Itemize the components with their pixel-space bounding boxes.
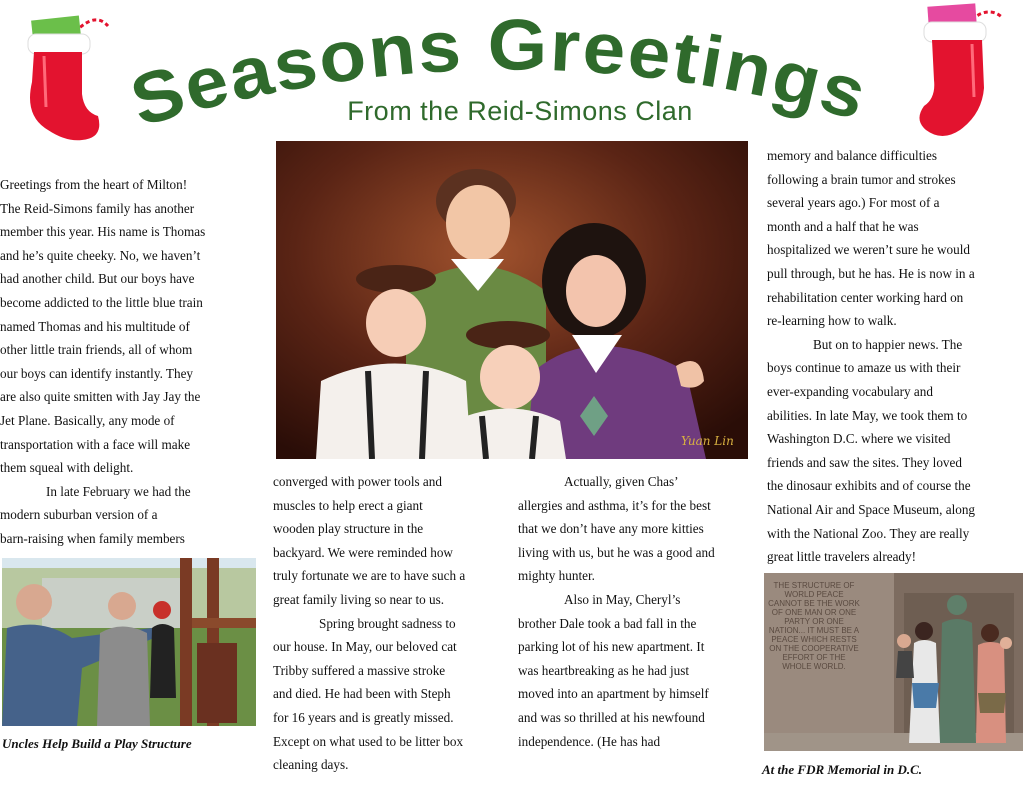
play-structure-photo xyxy=(2,558,256,726)
text-line: But on to happier news. The xyxy=(813,336,963,352)
text-line: our house. In May, our beloved cat xyxy=(273,639,457,655)
text-line: was heartbreaking as he had just xyxy=(518,662,690,678)
fdr-inscription: THE STRUCTURE OF WORLD PEACE CANNOT BE THE WORK OF ONE MAN OR ONE PARTY OR ONE NATION... IT MUST BE A PEACE WHICH RESTS ON THE COOPERATIVE EFFORT OF THE WHOLE WORLD. xyxy=(768,581,860,671)
column-middle-2 xyxy=(518,470,762,753)
photo-signature: Yuan Lin xyxy=(681,434,734,448)
text-line: friends and saw the sites. They loved xyxy=(767,454,962,470)
text-line: converged with power tools and xyxy=(273,474,442,489)
title-text: Seasons Greetings xyxy=(122,5,874,143)
text-line: great little travelers already! xyxy=(767,549,917,565)
fdr-memorial-photo xyxy=(764,573,1023,751)
text-line: that we don’t have any more kitties xyxy=(518,521,704,537)
text-line: and was so thrilled at his newfound xyxy=(518,709,705,725)
text-line: brother Dale took a bad fall in the xyxy=(518,615,697,631)
text-line: The Reid-Simons family has another xyxy=(0,200,195,216)
column-middle-1 xyxy=(273,470,513,777)
text-line: memory and balance difficulties xyxy=(767,148,938,163)
text-line: Except on what used to be litter box xyxy=(273,733,464,749)
text-line: parking lot of his new apartment. It xyxy=(518,639,705,655)
play-structure-caption: Uncles Help Build a Play Structure xyxy=(2,736,192,751)
text-line: ever-expanding vocabulary and xyxy=(767,383,933,399)
text-line: living with us, but he was a good and xyxy=(518,544,715,560)
text-line: our boys can identify instantly. They xyxy=(0,365,194,381)
stocking-icon xyxy=(20,12,110,147)
text-line: month and a half that he was xyxy=(767,218,919,234)
text-line: Greetings from the heart of Milton! xyxy=(0,177,188,192)
text-line: named Thomas and his multitude of xyxy=(0,318,190,334)
text-line: abilities. In late May, we took them to xyxy=(767,407,968,423)
text-line: following a brain tumor and strokes xyxy=(767,171,956,187)
text-line: and he’s quite cheeky. No, we haven’t xyxy=(0,247,201,263)
text-line: Tribby suffered a massive stroke xyxy=(273,662,446,678)
fdr-caption: At the FDR Memorial in D.C. xyxy=(762,762,922,777)
text-line: pull through, but he has. He is now in a xyxy=(767,265,975,281)
stocking-icon xyxy=(912,2,1002,137)
text-line: several years ago.) For most of a xyxy=(767,195,940,211)
text-line: moved into an apartment by himself xyxy=(518,686,709,702)
text-line: allergies and asthma, it’s for the best xyxy=(518,497,711,513)
text-line: with the National Zoo. They are really xyxy=(767,525,970,541)
text-line: In late February we had the xyxy=(46,483,191,499)
text-line: Also in May, Cheryl’s xyxy=(564,591,681,607)
text-line: barn-raising when family members xyxy=(0,530,185,546)
text-line: the dinosaur exhibits and of course the xyxy=(767,478,971,494)
text-line: Actually, given Chas’ xyxy=(564,474,679,489)
text-line: hospitalized we weren’t sure he would xyxy=(767,242,971,258)
text-line: re-learning how to walk. xyxy=(767,313,897,329)
text-line: them squeal with delight. xyxy=(0,460,134,476)
text-line: Washington D.C. where we visited xyxy=(767,431,951,447)
text-line: wooden play structure in the xyxy=(273,521,424,537)
text-line: rehabilitation center working hard on xyxy=(767,289,964,305)
text-line: become addicted to the little blue train xyxy=(0,294,203,310)
text-line: and died. He had been with Steph xyxy=(273,686,451,702)
text-line: are also quite smitten with Jay Jay the xyxy=(0,389,201,405)
column-right xyxy=(767,144,1023,569)
page-subtitle: From the Reid-Simons Clan xyxy=(347,96,693,126)
text-line: for 16 years and is greatly missed. xyxy=(273,709,454,725)
text-line: Jet Plane. Basically, any mode of xyxy=(0,412,175,428)
text-line: National Air and Space Museum, along xyxy=(767,501,976,517)
text-line: boys continue to amaze us with their xyxy=(767,360,961,376)
text-line: great family living so near to us. xyxy=(273,591,445,607)
text-line: backyard. We were reminded how xyxy=(273,544,453,560)
text-line: transportation with a face will make xyxy=(0,436,191,452)
text-line: had another child. But our boys have xyxy=(0,271,195,287)
text-line: muscles to help erect a giant xyxy=(273,497,423,513)
text-line: other little train friends, all of whom xyxy=(0,342,193,358)
text-line: independence. (He has had xyxy=(518,733,661,749)
family-photo xyxy=(276,141,748,459)
text-line: Spring brought sadness to xyxy=(319,615,456,631)
text-line: member this year. His name is Thomas xyxy=(0,224,206,240)
text-line: truly fortunate we are to have such a xyxy=(273,568,466,584)
text-line: cleaning days. xyxy=(273,757,349,773)
column-left xyxy=(0,173,250,551)
text-line: mighty hunter. xyxy=(518,568,595,584)
text-line: modern suburban version of a xyxy=(0,507,158,523)
